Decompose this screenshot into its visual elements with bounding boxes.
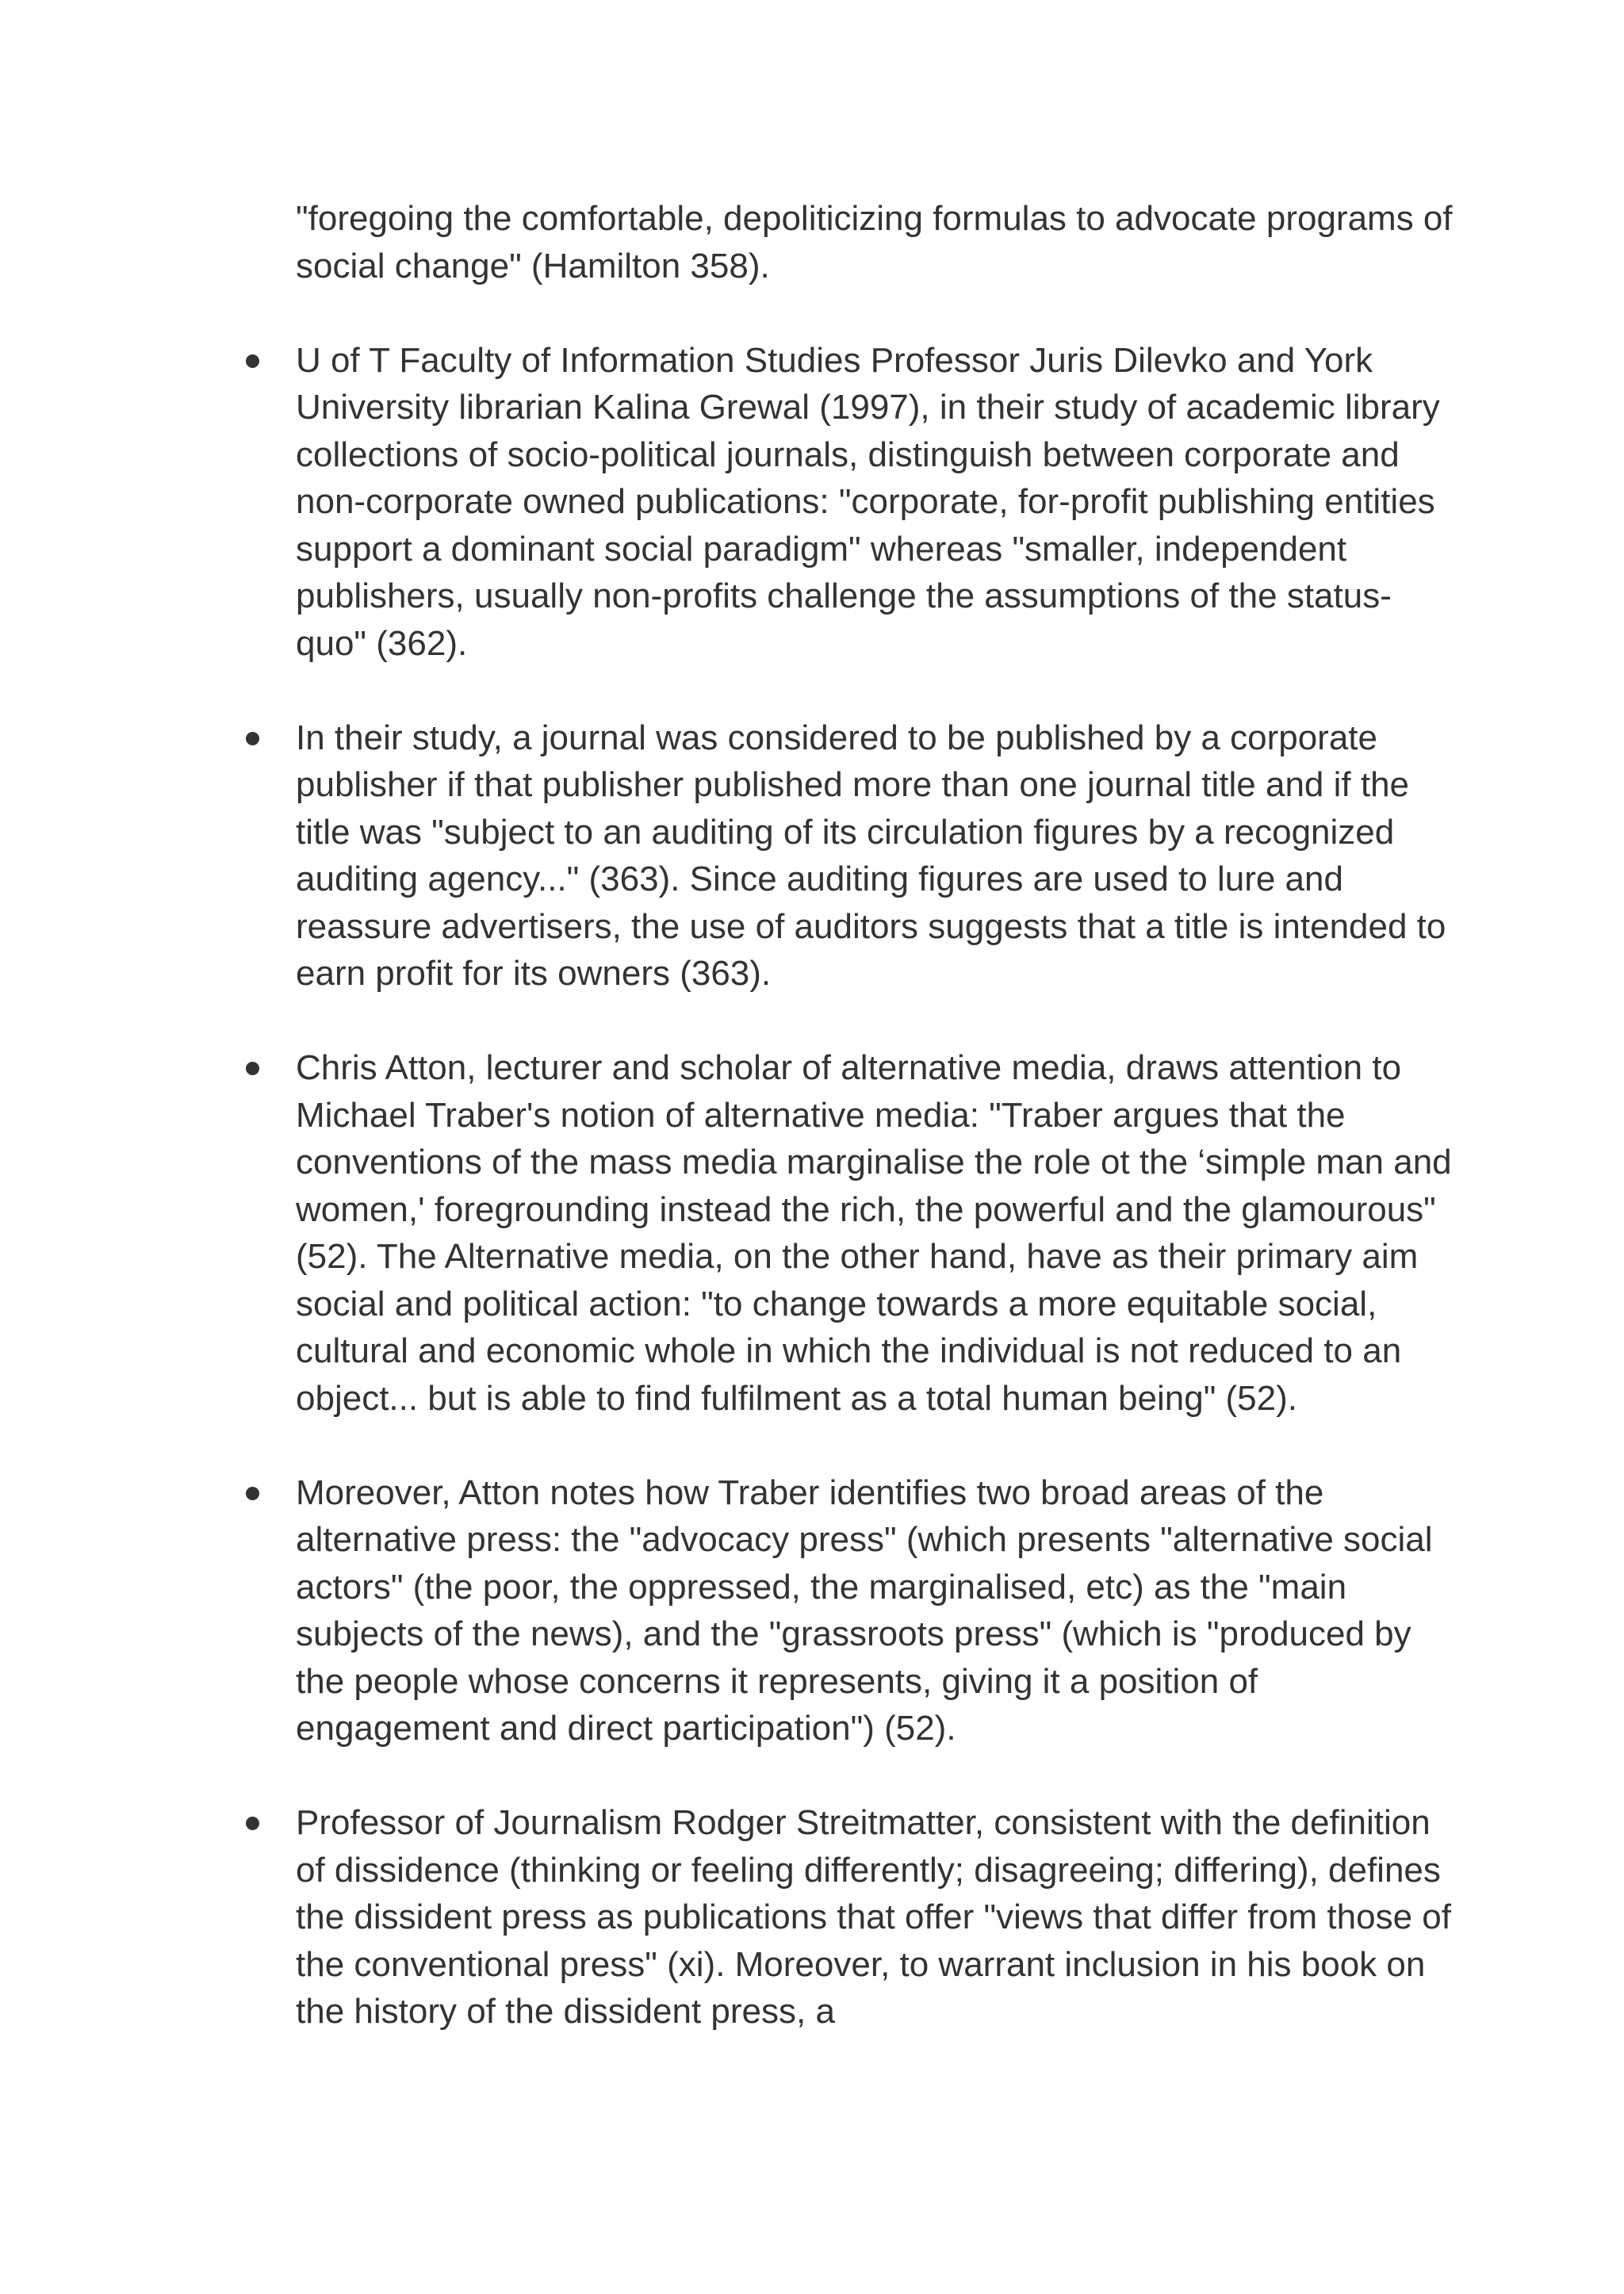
list-item-text: In their study, a journal was considered to be published by a corporate publisher if that publisher published more than one journal title and if the title was "subject to an auditing of its circulation figures by a recognized auditing agency..." (363). Since auditing figures are used to lure and reassure advertisers, the use of auditors suggests that a title is intended to earn profit for its owners (363). (296, 718, 1446, 993)
list-item-text: Chris Atton, lecturer and scholar of alternative media, draws attention to Michael Traber's notion of alternative media: "Traber argues that the conventions of the mass media marginalise the role ot the ‘simple man and women,' foregrounding instead the rich, the powerful and the glamourous" (52). The Alternative media, on the other hand, have as their primary aim social and political action: "to change towards a more equitable social, cultural and economic whole in which the individual is not reduced to an object... but is able to find fulfilment as a total human being" (52). (296, 1048, 1452, 1418)
list-item-text: Moreover, Atton notes how Traber identifies two broad areas of the alternative press: the "advocacy press" (which presents "alternative social actors" (the poor, the oppressed, the marginalised, etc) as the "main subjects of the news), and the "grassroots press" (which is "produced by the people whose concerns it represents, giving it a position of engagement and direct participation") (52). (296, 1473, 1433, 1748)
list-item-text: Professor of Journalism Rodger Streitmatter, consistent with the definition of dissidence (thinking or feeling differently; disagreeing; differing), defines the dissident press as publications that offer "views that differ from those of the conventional press" (xi). Moreover, to warrant inclusion in his book on the history of the dissident press, a (296, 1803, 1451, 2031)
list-item (296, 1799, 1454, 2035)
list-item (296, 1469, 1454, 1752)
list-item (296, 1044, 1454, 1422)
bullet-list (0, 337, 1624, 2035)
list-item (296, 337, 1454, 668)
bullet-icon (246, 354, 259, 368)
list-item (296, 714, 1454, 998)
list-item-text: U of T Faculty of Information Studies Professor Juris Dilevko and York University librarian Kalina Grewal (1997), in their study of academic library collections of socio-political journals, distinguish between corporate and non-corporate owned publications: "corporate, for-profit publishing entities support a dominant social paradigm" whereas "smaller, independent publishers, usually non-profits challenge the assumptions of the status-quo" (362). (296, 340, 1440, 663)
bullet-icon (246, 1487, 259, 1500)
bullet-icon (246, 1817, 259, 1830)
bullet-icon (246, 1062, 259, 1075)
continuation-paragraph: "foregoing the comfortable, depoliticizing formulas to advocate programs of social change" (Hamilton 358). (296, 199, 1453, 285)
bullet-icon (246, 732, 259, 745)
